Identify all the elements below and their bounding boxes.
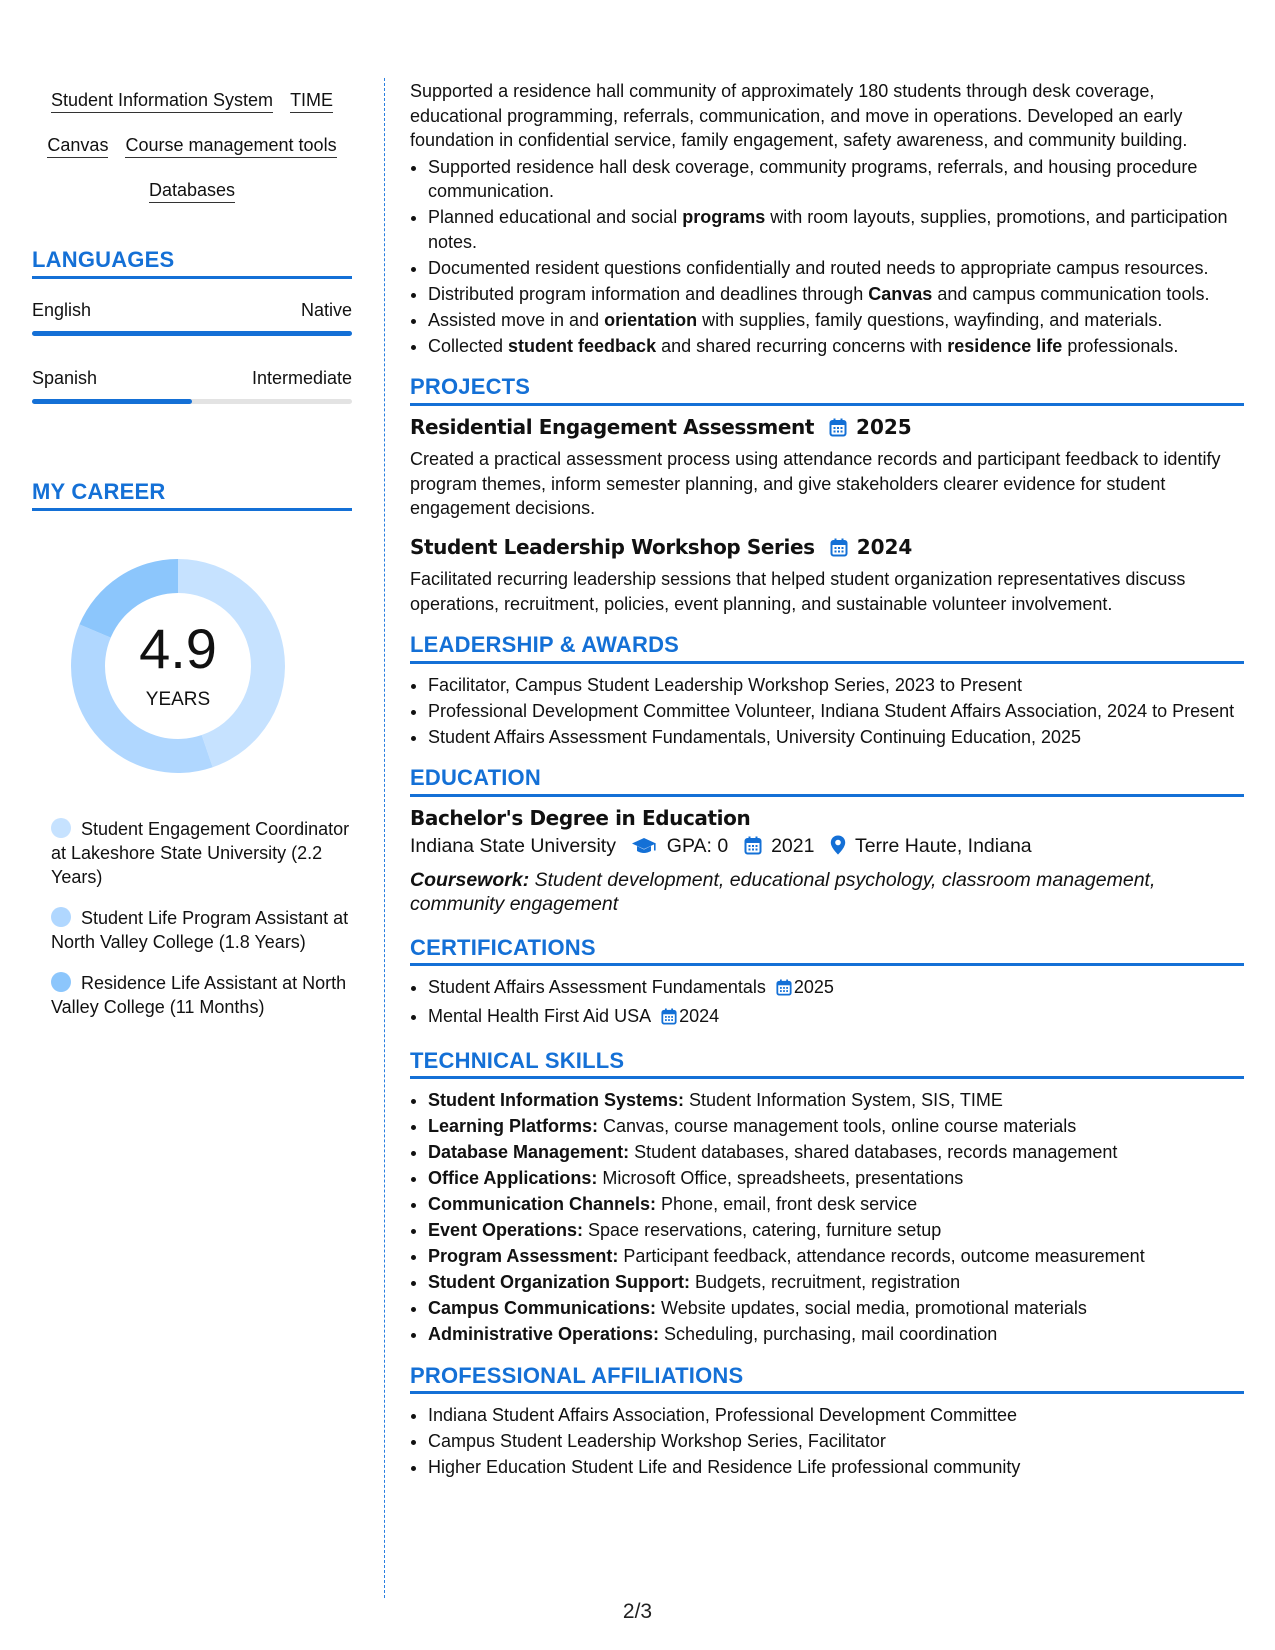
project-year: 2024 <box>856 534 913 559</box>
language-name: Spanish <box>32 368 98 388</box>
education-heading: EDUCATION <box>410 766 1244 797</box>
career-item-text: Student Life Program Assistant at North Valley College (1.8 Years) <box>51 908 349 952</box>
certification-year: 2024 <box>679 1006 720 1026</box>
emphasis-text: orientation <box>604 309 698 330</box>
list-item: • Assisted move in and orientation with supplies, family questions, wayfinding, and materials. <box>428 308 1244 333</box>
skill-value: Canvas, course management tools, online course materials <box>598 1116 1077 1136</box>
skill-value: Student databases, shared databases, records management <box>629 1142 1118 1162</box>
skill-item <box>428 1296 1244 1321</box>
language-level: Native <box>300 300 352 320</box>
list-item: • Documented resident questions confidentially and routed needs to appropriate campus resources. <box>428 256 1244 281</box>
page-number: 2/3 <box>622 1600 653 1623</box>
calendar-icon <box>830 538 848 564</box>
skill-label: Office Applications: <box>428 1168 598 1188</box>
emphasis-text: programs <box>682 207 766 227</box>
experience-bullets <box>410 155 1244 359</box>
project-year: 2025 <box>856 414 912 439</box>
skill-label: Administrative Operations: <box>428 1324 660 1344</box>
list-item: • Supported residence hall desk coverage, community programs, referrals, and housing procedure communication. <box>428 155 1244 204</box>
career-list <box>32 817 352 1019</box>
career-heading: MY CAREER <box>32 479 352 511</box>
skill-tag: Databases <box>149 178 235 203</box>
career-total-years: 4.9 <box>139 617 217 680</box>
language-item <box>32 300 352 336</box>
project-item <box>410 535 1244 617</box>
career-item-text: Student Engagement Coordinator at Lakeshore State University (2.2 Years) <box>51 819 350 887</box>
career-dot <box>51 818 71 838</box>
list-item: • Campus Student Leadership Workshop Series, Facilitator <box>428 1429 1244 1454</box>
skill-tag: Canvas <box>47 133 108 158</box>
language-bar-fill <box>32 399 192 404</box>
skill-item <box>428 1114 1244 1139</box>
projects-heading: PROJECTS <box>410 375 1244 406</box>
list-item: • Planned educational and social programs with room layouts, supplies, promotions, and participation notes. <box>428 205 1244 254</box>
skill-value: Student Information System, SIS, TIME <box>684 1090 1003 1110</box>
certification-name: Student Affairs Assessment Fundamentals <box>428 977 766 997</box>
graduation-cap-icon <box>631 837 657 862</box>
skill-label: Database Management: <box>428 1142 630 1162</box>
skill-item <box>428 1322 1244 1347</box>
skill-item <box>428 1192 1244 1217</box>
list-item: • Facilitator, Campus Student Leadership Workshop Series, 2023 to Present <box>428 673 1244 698</box>
skill-label: Student Organization Support: <box>428 1272 690 1292</box>
leadership-heading: LEADERSHIP & AWARDS <box>410 633 1244 664</box>
skill-value: Budgets, recruitment, registration <box>689 1272 961 1292</box>
skill-value: Website updates, social media, promotional materials <box>656 1298 1087 1318</box>
language-bar-fill <box>32 331 352 336</box>
project-description: Facilitated recurring leadership sessions that helped student organization representatives discuss operations, recruitment, policies, event planning, and sustainable volunteer involvement. <box>410 569 1186 614</box>
column-divider <box>384 78 385 1598</box>
skill-value: Scheduling, purchasing, mail coordination <box>659 1324 998 1344</box>
project-description: Created a practical assessment process using attendance records and participant feedback to identify program themes, inform semester planning, and give stakeholders clearer evidence for student engagement decisions. <box>410 449 1221 518</box>
emphasis-text: Canvas <box>868 283 933 304</box>
skill-item <box>428 1140 1244 1165</box>
right-column <box>410 79 1244 1481</box>
career-item <box>51 906 352 954</box>
list-item: • Distributed program information and deadlines through Canvas and campus communication tools. <box>428 282 1244 307</box>
skill-label: Student Information Systems: <box>428 1090 685 1110</box>
education-item <box>410 806 1244 916</box>
project-item <box>410 415 1244 521</box>
skill-item <box>428 1166 1244 1191</box>
skill-value: Microsoft Office, spreadsheets, presentations <box>597 1168 964 1188</box>
project-title: Student Leadership Workshop Series <box>410 534 815 559</box>
list-item <box>428 975 1244 1003</box>
language-item <box>32 368 352 404</box>
list-item: • Higher Education Student Life and Residence Life professional community <box>428 1455 1244 1480</box>
skill-label: Event Operations: <box>428 1220 584 1240</box>
emphasis-text: residence life <box>947 335 1063 356</box>
certification-year: 2025 <box>793 977 834 997</box>
certifications-heading: CERTIFICATIONS <box>410 936 1244 967</box>
career-item <box>51 971 352 1019</box>
list-item: • Student Affairs Assessment Fundamentals, University Continuing Education, 2025 <box>428 725 1244 750</box>
list-item: • Indiana Student Affairs Association, Professional Development Committee <box>428 1403 1244 1428</box>
list-item <box>428 1004 1244 1032</box>
skill-value: Phone, email, front desk service <box>656 1194 918 1214</box>
skill-label: Campus Communications: <box>428 1298 657 1318</box>
calendar-icon <box>744 836 762 862</box>
skill-label: Program Assessment: <box>428 1246 619 1266</box>
certification-name: Mental Health First Aid USA <box>428 1006 652 1026</box>
language-bar <box>32 331 352 336</box>
skill-label: Communication Channels: <box>428 1194 657 1214</box>
education-year: 2021 <box>771 835 815 857</box>
project-title: Residential Engagement Assessment <box>410 414 814 439</box>
list-item: • Collected student feedback and shared recurring concerns with residence life professionals. <box>428 334 1244 359</box>
emphasis-text: student feedback <box>508 335 657 356</box>
location-pin-icon <box>830 835 846 862</box>
education-coursework <box>410 868 1244 916</box>
skill-item <box>428 1218 1244 1243</box>
skill-value: Space reservations, catering, furniture setup <box>583 1220 942 1240</box>
skill-tag: Course management tools <box>125 133 336 158</box>
language-bar <box>32 399 352 404</box>
leadership-list <box>410 673 1244 750</box>
skill-tag: TIME <box>290 88 333 113</box>
education-school: Indiana State University <box>410 835 616 857</box>
skill-label: Learning Platforms: <box>428 1116 599 1136</box>
education-location: Terre Haute, Indiana <box>854 835 1032 857</box>
career-item <box>51 817 352 889</box>
career-dot <box>51 907 71 927</box>
education-degree: Bachelor's Degree in Education <box>410 805 751 830</box>
left-column <box>32 78 352 1036</box>
list-item: • Professional Development Committee Volunteer, Indiana Student Affairs Association, 2024 to Present <box>428 699 1244 724</box>
career-item-text: Residence Life Assistant at North Valley College (11 Months) <box>51 973 347 1017</box>
skill-tags <box>32 78 352 213</box>
skill-item <box>428 1270 1244 1295</box>
skill-tag: Student Information System <box>51 88 273 113</box>
skill-value: Participant feedback, attendance records, outcome measurement <box>618 1246 1145 1266</box>
calendar-icon <box>661 1007 677 1032</box>
certifications-list <box>410 975 1244 1032</box>
language-level: Intermediate <box>251 368 352 388</box>
skill-item <box>428 1244 1244 1269</box>
skill-item <box>428 1088 1244 1113</box>
technical-skills-heading: TECHNICAL SKILLS <box>410 1049 1244 1080</box>
career-dot <box>51 972 71 992</box>
career-total-unit: YEARS <box>145 689 211 710</box>
technical-skills-list <box>410 1088 1244 1347</box>
calendar-icon <box>776 978 792 1003</box>
languages-heading: LANGUAGES <box>32 247 352 279</box>
career-donut <box>63 551 293 781</box>
language-name: English <box>32 300 92 320</box>
experience-summary: Supported a residence hall community of approximately 180 students through desk coverage, educational programming, referrals, communication, and move in operations. Developed an early foundation in confidential service, family engagement, safety awareness, and community building. <box>410 81 1188 150</box>
coursework-text: Student development, educational psychology, classroom management, community engagement <box>410 868 1156 915</box>
affiliations-heading: PROFESSIONAL AFFILIATIONS <box>410 1364 1244 1395</box>
coursework-label: Coursework: <box>410 868 530 891</box>
education-gpa: GPA: 0 <box>666 835 729 857</box>
calendar-icon <box>829 418 847 444</box>
affiliations-list <box>410 1403 1244 1480</box>
